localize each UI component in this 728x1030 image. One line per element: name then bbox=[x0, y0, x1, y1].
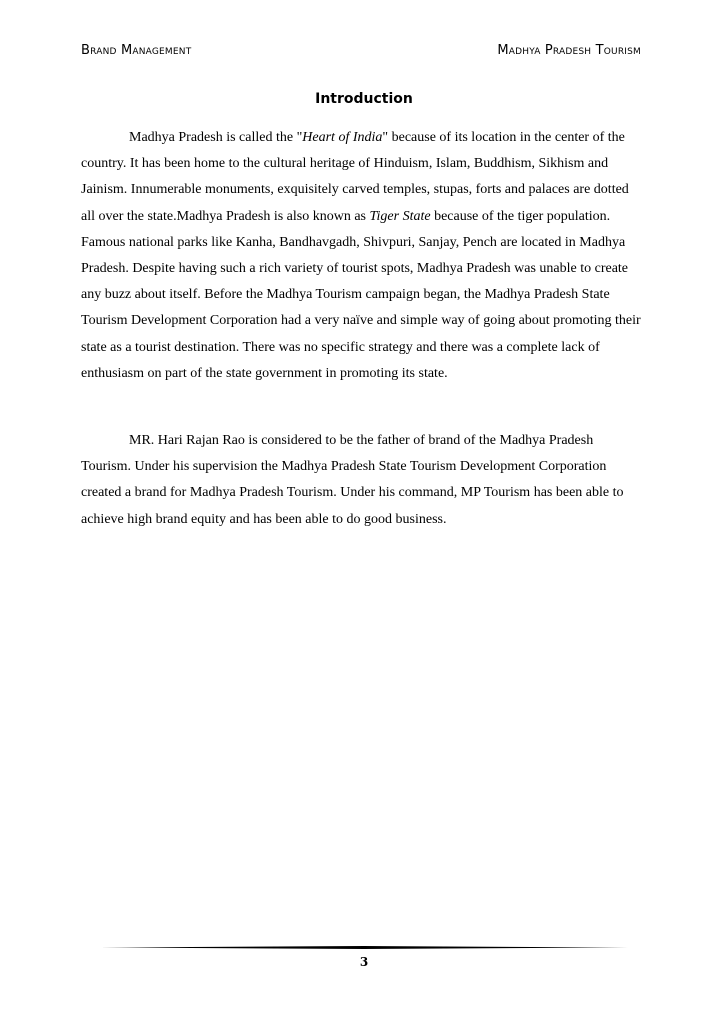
footer-divider bbox=[100, 946, 628, 949]
paragraph-1-part-2: " because of its location in the center of the country. It has been home to the cultural heritage of Hinduism, Islam, Buddhism, Sikhism and Jainism. Innumerable monuments, exquisitely carved temples, stupas, forts and palaces are dotted all over the state.Madhya Pradesh is also known as bbox=[81, 130, 629, 224]
paragraph-1-part-3: because of the tiger population. Famous national parks like Kanha, Bandhavgadh, Shivpuri, Sanjay, Pench are located in Madhya Pradesh. Despite having such a rich variety of tourist spots, Madhya Pradesh was unable to create any buzz about itself. Before the Madhya Tourism campaign began, the Madhya Pradesh State Tourism Development Corporation had a very naïve and simple way of going about promoting their state as a tourist destination. There was no specific strategy and there was a complete lack of enthusiasm on part of the state government in promoting its state. bbox=[81, 208, 641, 381]
page-number: 3 bbox=[359, 955, 369, 969]
paragraph-1-emphasis-1: Heart of India bbox=[302, 130, 383, 145]
paragraph-1-emphasis-2: Tiger State bbox=[369, 208, 431, 224]
paragraph-1-part-1: Madhya Pradesh is called the " bbox=[129, 130, 303, 145]
paragraph-2 bbox=[81, 428, 641, 533]
section-title: Introduction bbox=[315, 91, 413, 107]
paragraph-1 bbox=[81, 125, 641, 387]
footer-divider-shape bbox=[100, 946, 628, 949]
paragraph-2-text: MR. Hari Rajan Rao is considered to be the father of brand of the Madhya Pradesh Tourism. Under his supervision the Madhya Pradesh State Tourism Development Corporation created a brand for Madhya Pradesh Tourism. Under his command, MP Tourism has been able to achieve high brand equity and has been able to do good business. bbox=[81, 433, 624, 527]
header-left-title: Brand Management bbox=[81, 43, 192, 58]
header-right-title: Madhya Pradesh Tourism bbox=[497, 43, 641, 58]
